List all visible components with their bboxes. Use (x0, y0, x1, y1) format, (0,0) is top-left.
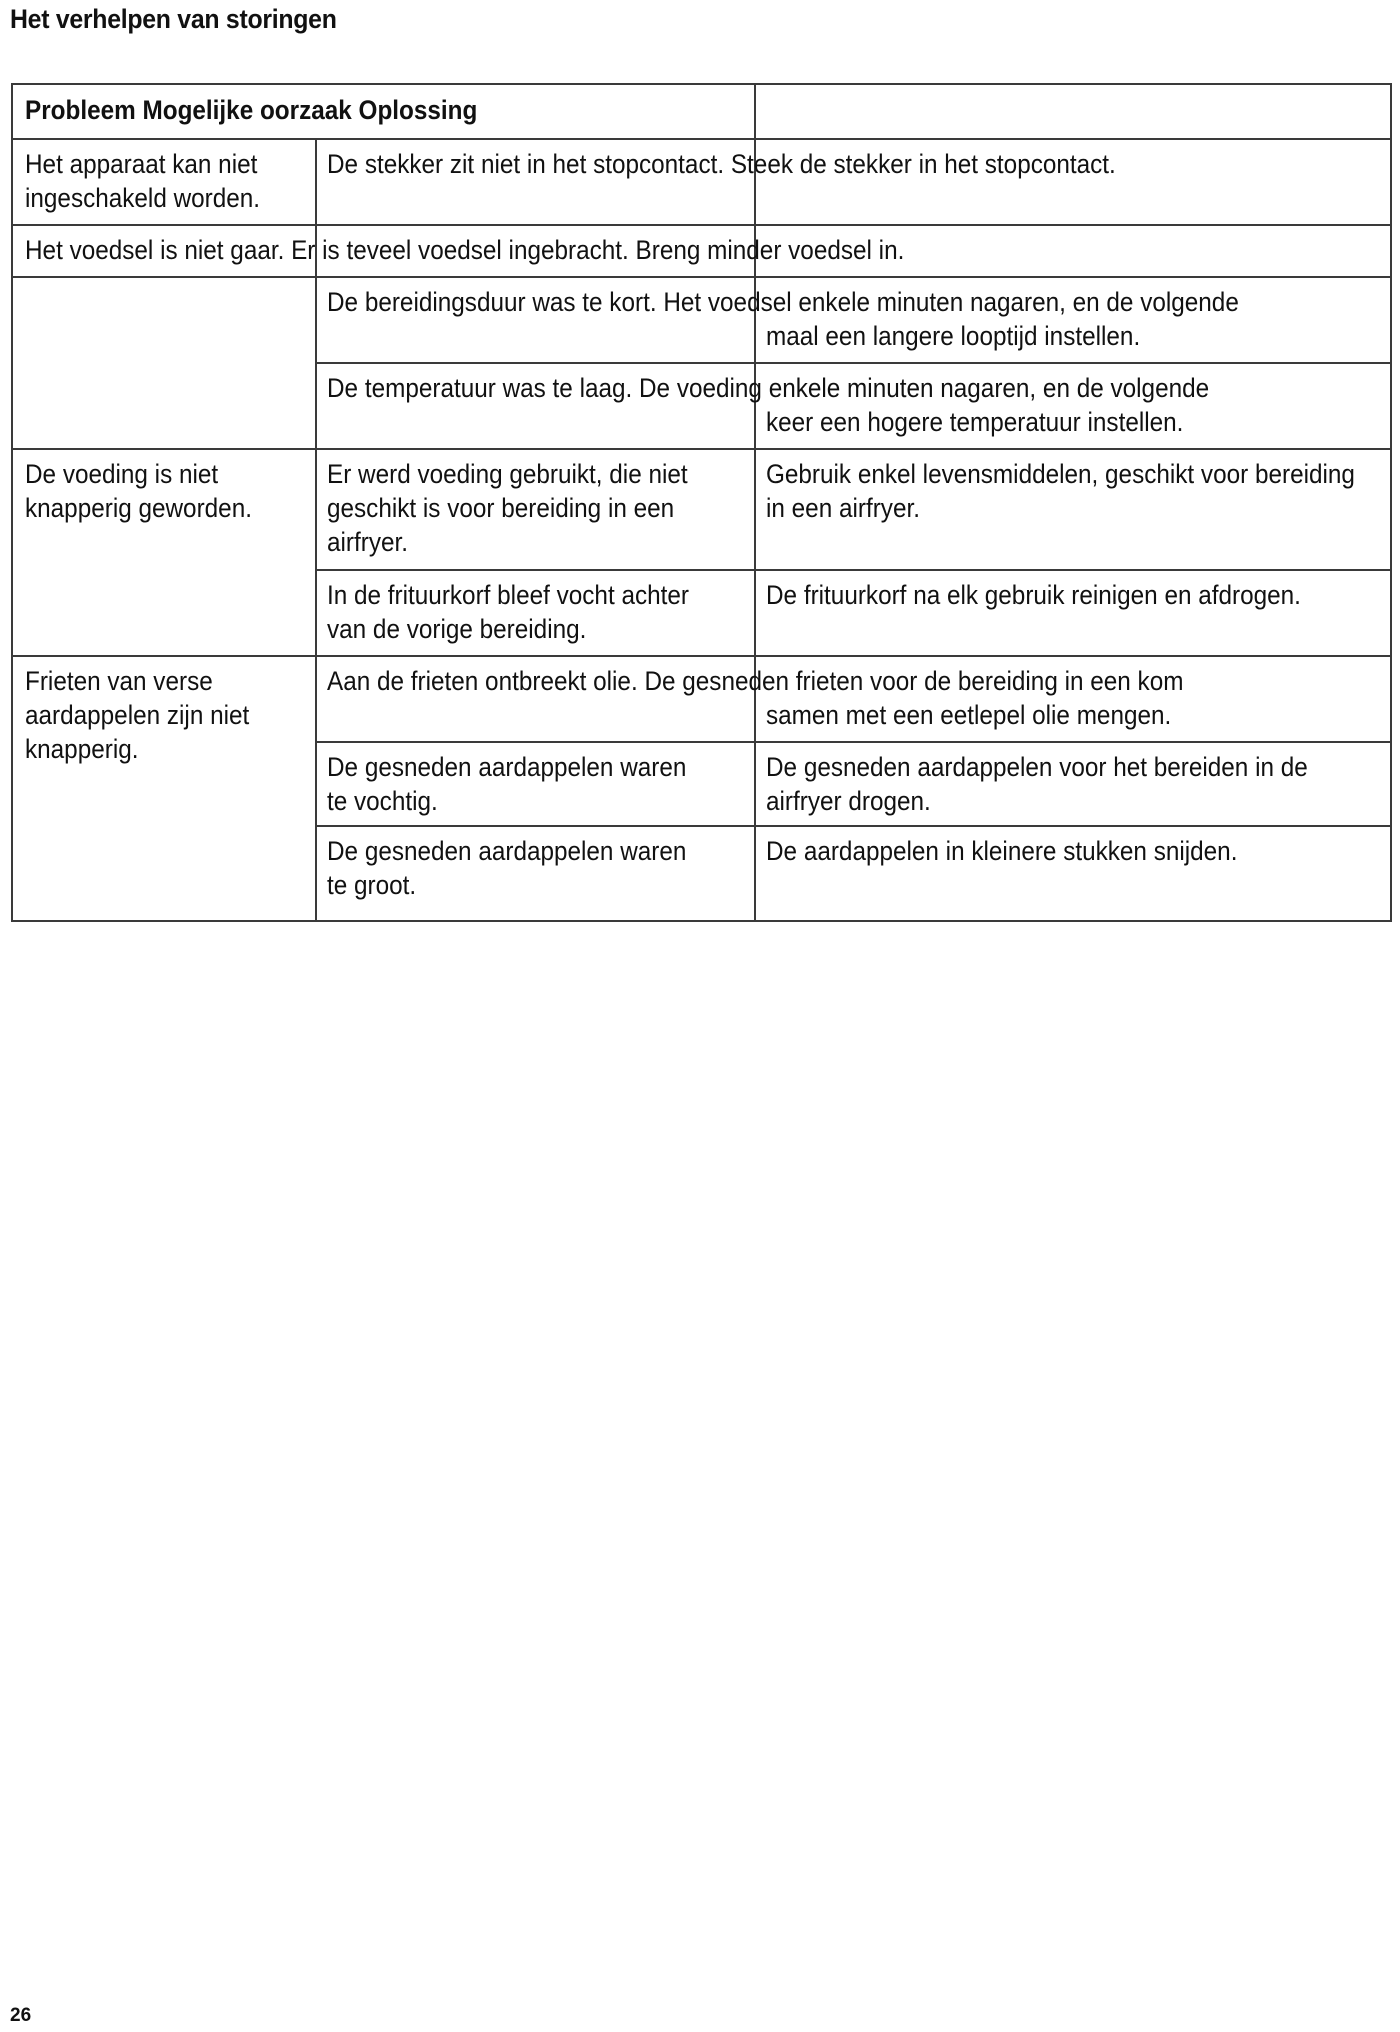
cell-line: te vochtig. (327, 786, 438, 816)
table-divider (13, 655, 1390, 657)
cell-line: van de vorige bereiding. (327, 614, 587, 644)
cell-line: In de frituurkorf bleef vocht achter (327, 580, 689, 610)
cell-line: ingeschakeld worden. (25, 183, 261, 213)
page-title: Het verhelpen van storingen (10, 4, 337, 34)
table-divider (315, 362, 1390, 364)
cause-solution-cell (766, 405, 1183, 439)
cell-line: De frituurkorf na elk gebruik reinigen en afdrogen. (766, 580, 1301, 610)
cell-line: Het apparaat kan niet (25, 149, 258, 179)
table-divider (315, 569, 1390, 571)
cell-line: De gesneden aardappelen voor het bereiden in de (766, 752, 1308, 782)
cell-line: te groot. (327, 870, 417, 900)
cell-line: knapperig geworden. (25, 493, 252, 523)
cell-line: airfryer. (327, 527, 409, 557)
cause-solution-cell (766, 698, 1171, 732)
solution-cell (766, 578, 1301, 612)
cell-line: Er werd voeding gebruikt, die niet (327, 459, 688, 489)
solution-cell (766, 834, 1237, 868)
cell-line: maal een langere looptijd instellen. (766, 321, 1141, 351)
table-divider (13, 276, 1390, 278)
cell-line: samen met een eetlepel olie mengen. (766, 700, 1172, 730)
table-divider (315, 825, 1390, 827)
table-divider (13, 224, 1390, 226)
cause-cell (327, 457, 688, 559)
cell-line: Het voedsel is niet gaar. Er is teveel voedsel ingebracht. Breng minder voedsel in. (25, 235, 905, 265)
cause-solution-cell (327, 664, 1183, 698)
cell-line: De voeding is niet (25, 459, 219, 489)
cell-line: geschikt is voor bereiding in een (327, 493, 675, 523)
cell-line: in een airfryer. (766, 493, 920, 523)
cause-solution-cell (766, 319, 1140, 353)
cause-cell (327, 750, 686, 818)
page-number: 26 (10, 2005, 32, 2026)
table-divider (13, 448, 1390, 450)
cell-line: De stekker zit niet in het stopcontact. Steek de stekker in het stopcontact. (327, 149, 1116, 179)
problem-cell (25, 457, 252, 525)
table-divider (13, 138, 1390, 140)
cell-line: De gesneden aardappelen waren (327, 836, 687, 866)
cell-line: De gesneden aardappelen waren (327, 752, 687, 782)
cause-cell (327, 578, 689, 646)
cause-solution-cell (327, 285, 1239, 319)
cell-line: De bereidingsduur was te kort. Het voedsel enkele minuten nagaren, en de volgende (327, 287, 1239, 317)
solution-cell (766, 750, 1308, 818)
cell-line: De temperatuur was te laag. De voeding enkele minuten nagaren, en de volgende (327, 373, 1210, 403)
problem-cell (25, 147, 260, 215)
table-header: Probleem Mogelijke oorzaak Oplossing (25, 95, 478, 125)
cell-line: Gebruik enkel levensmiddelen, geschikt voor bereiding (766, 459, 1355, 489)
cell-line: knapperig. (25, 734, 139, 764)
troubleshooting-table (11, 83, 1392, 922)
cell-line: Frieten van verse (25, 666, 213, 696)
table-divider (315, 741, 1390, 743)
cell-line: Aan de frieten ontbreekt olie. De gesneden frieten voor de bereiding in een kom (327, 666, 1184, 696)
solution-cell (766, 457, 1355, 525)
cell-line: De aardappelen in kleinere stukken snijden. (766, 836, 1238, 866)
cause-solution-cell (327, 147, 1116, 181)
table-divider (754, 85, 756, 920)
cell-line: airfryer drogen. (766, 786, 931, 816)
problem-cell (25, 664, 249, 766)
cause-solution-cell (327, 371, 1209, 405)
cell-line: aardappelen zijn niet (25, 700, 250, 730)
problem-cause-solution-cell (25, 233, 904, 267)
cell-line: keer een hogere temperatuur instellen. (766, 407, 1184, 437)
cause-cell (327, 834, 686, 902)
